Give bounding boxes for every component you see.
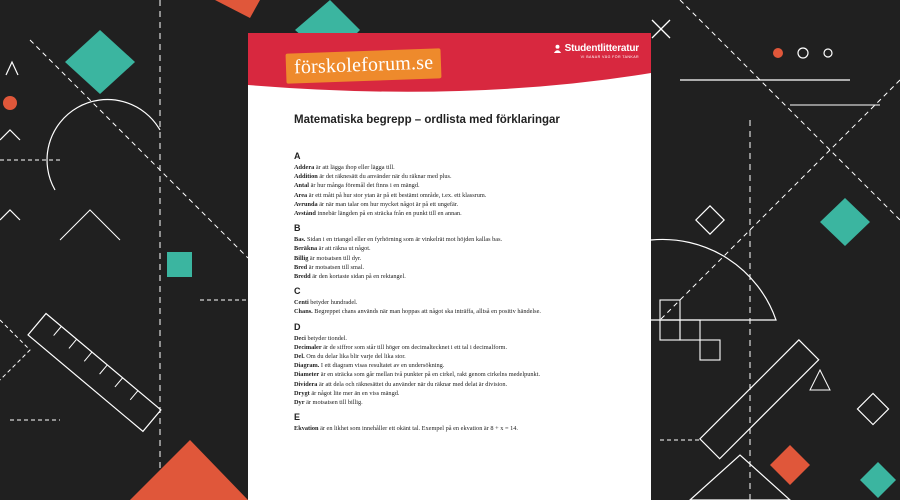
entry-definition: är något lite mer än en viss mängd. xyxy=(309,389,400,397)
entry-definition: är en sträcka som går mellan två punkter på en cirkel, rakt genom cirkelns medelpunkt. xyxy=(319,371,541,379)
entry-term: Dyr xyxy=(294,399,305,407)
glossary-section xyxy=(294,412,624,433)
section-letter: D xyxy=(294,321,301,332)
section-letter: A xyxy=(294,151,301,161)
entry-term: Bred xyxy=(294,263,308,271)
entry-term: Billig xyxy=(294,254,309,262)
glossary-entry xyxy=(294,163,624,172)
entry-term: Bas. xyxy=(294,236,306,244)
glossary-section xyxy=(294,286,624,316)
entry-definition: är att dela och räknesättet du använder när du räknar med delat är division. xyxy=(317,380,508,388)
glossary-entry xyxy=(294,352,624,361)
glossary-section xyxy=(294,322,624,408)
entry-term: Ekvation xyxy=(294,425,319,433)
document-page xyxy=(248,33,651,500)
glossary-entry xyxy=(294,235,624,244)
glossary-entry xyxy=(294,200,624,209)
entry-definition: är motsatsen till smal. xyxy=(307,263,365,271)
entry-term: Addition xyxy=(294,173,318,181)
glossary-entry xyxy=(294,172,624,181)
brand-name: Studentlitteratur xyxy=(564,43,639,54)
entry-definition: är det räknesätt du använder när du räknar med plus. xyxy=(317,173,452,181)
entry-term: Area xyxy=(294,191,308,199)
forskoleforum-logo xyxy=(286,48,442,83)
brand-tagline: VI BANAR VÄG FÖR TANKAR xyxy=(580,55,639,59)
entry-definition: är ett mått på hur stor ytan är på ett bestämt område, t.ex. ett klassrum. xyxy=(307,191,487,199)
glossary-entry xyxy=(294,298,624,307)
studentlitteratur-brand xyxy=(553,43,639,59)
entry-definition: betyder hundradel. xyxy=(308,299,358,307)
entry-definition: är att lägga ihop eller lägga till. xyxy=(314,164,395,171)
glossary-entry xyxy=(294,334,624,343)
entry-term: Centi xyxy=(294,299,309,307)
glossary-entry xyxy=(294,389,624,398)
entry-definition: innebär längden på en sträcka från en punkt till en annan. xyxy=(315,210,462,218)
entry-definition: är den kortaste sidan på en rektangel. xyxy=(310,273,406,281)
glossary-entry xyxy=(294,424,624,433)
glossary-entry xyxy=(294,254,624,263)
glossary xyxy=(294,151,624,438)
entry-term: Deci xyxy=(294,334,306,342)
glossary-entry xyxy=(294,209,624,218)
entry-term: Antal xyxy=(294,182,310,190)
entry-definition: är motsatsen till dyr. xyxy=(308,254,362,262)
entry-term: Del. xyxy=(294,353,305,361)
glossary-entry xyxy=(294,272,624,281)
entry-term: Diameter xyxy=(294,371,320,379)
entry-term: Diagram. xyxy=(294,362,320,370)
glossary-entry xyxy=(294,361,624,370)
entry-term: Addera xyxy=(294,164,315,171)
section-letter: B xyxy=(294,223,301,234)
entry-term: Chans. xyxy=(294,308,313,316)
entry-term: Beräkna xyxy=(294,245,318,253)
entry-term: Avrunda xyxy=(294,200,318,208)
brand-icon xyxy=(553,44,562,53)
glossary-section xyxy=(294,223,624,281)
entry-term: Drygt xyxy=(294,389,310,397)
entry-term: Avstånd xyxy=(294,210,316,218)
entry-definition: är att räkna ut något. xyxy=(317,245,371,253)
entry-definition: Begreppet chans används när man hoppas att något ska inträffa, alltså en positiv händelse. xyxy=(312,308,541,316)
entry-definition: betyder tiondel. xyxy=(305,334,347,342)
entry-definition: är hur många föremål det finns i en mängd. xyxy=(309,182,420,190)
entry-definition: Sidan i en triangel eller en fyrhörning som är vinkelrät mot höjden kallas bas. xyxy=(305,236,503,244)
glossary-entry xyxy=(294,343,624,352)
glossary-entry xyxy=(294,398,624,407)
entry-definition: I ett diagram visas resultatet av en undersökning. xyxy=(319,362,445,370)
entry-term: Bredd xyxy=(294,273,311,281)
entry-term: Decimaler xyxy=(294,343,322,351)
section-letter: E xyxy=(294,412,301,423)
glossary-entry xyxy=(294,380,624,389)
glossary-entry xyxy=(294,370,624,379)
glossary-entry xyxy=(294,307,624,316)
entry-definition: är en likhet som innehåller ett okänt tal. Exempel på en ekvation är 8 + x = 14. xyxy=(318,425,518,433)
logo-text: förskoleforum.se xyxy=(293,51,434,79)
entry-definition: Om du delar lika blir varje del lika stor. xyxy=(304,353,406,361)
section-letter: C xyxy=(294,286,301,297)
entry-definition: är de siffror som står till höger om decimaltecknet i ett tal i decimalform. xyxy=(321,343,508,351)
entry-definition: är när man talar om hur mycket något är på ett ungefär. xyxy=(317,200,459,208)
glossary-entry xyxy=(294,244,624,253)
glossary-entry xyxy=(294,181,624,190)
entry-definition: är motsatsen till billig. xyxy=(304,399,363,407)
glossary-section xyxy=(294,151,624,218)
document-title: Matematiska begrepp – ordlista med förklaringar xyxy=(294,114,560,126)
glossary-entry xyxy=(294,191,624,200)
glossary-entry xyxy=(294,263,624,272)
entry-term: Dividera xyxy=(294,380,318,388)
